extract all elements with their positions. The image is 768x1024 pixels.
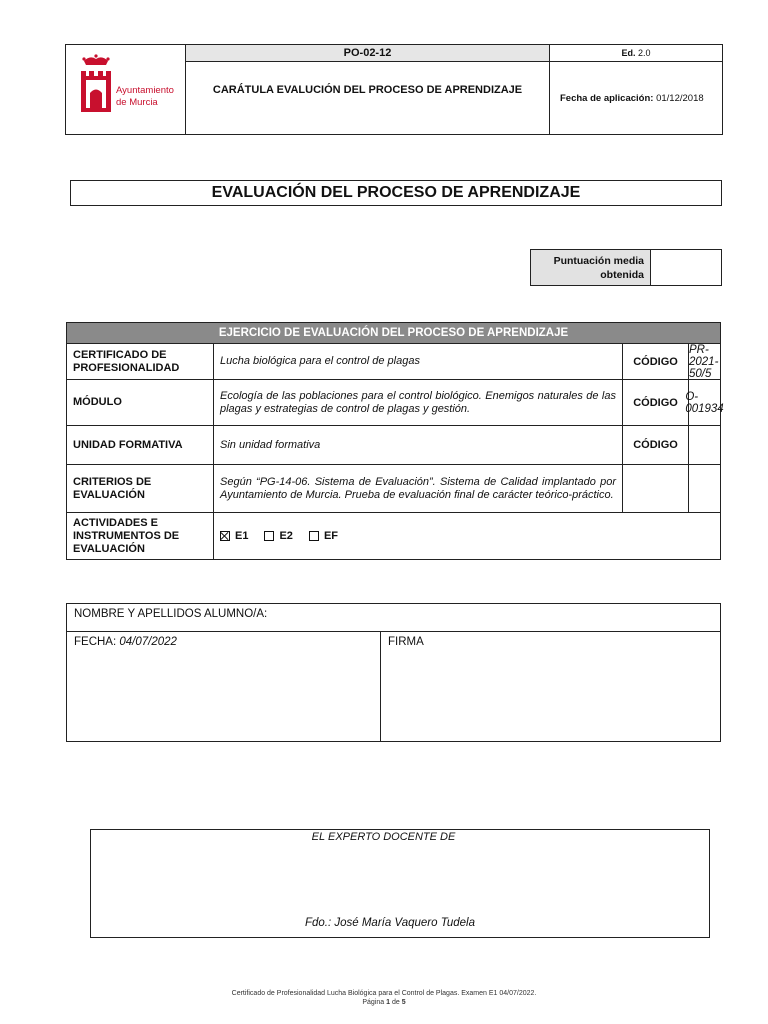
- application-date-value: 01/12/2018: [656, 93, 704, 104]
- page-title: EVALUACIÓN DEL PROCESO DE APRENDIZAJE: [70, 180, 722, 206]
- murcia-castle-logo-icon: [76, 53, 116, 119]
- score-box: [530, 249, 722, 286]
- student-name-label: NOMBRE Y APELLIDOS ALUMNO/A:: [74, 608, 268, 620]
- document-code: PO-02-12: [186, 45, 550, 62]
- document-header: [65, 44, 723, 135]
- score-label: Puntuación media obtenida: [531, 250, 651, 285]
- table-row: [67, 344, 720, 380]
- page-word: Página: [362, 999, 385, 1006]
- logo-line-2: de Murcia: [116, 97, 158, 108]
- expert-signature: Fdo.: José María Vaquero Tudela: [304, 917, 476, 929]
- application-date-label: Fecha de aplicación:: [560, 93, 654, 104]
- exercise-heading: EJERCICIO DE EVALUACIÓN DEL PROCESO DE APRENDIZAJE: [67, 323, 720, 344]
- row-label: CERTIFICADO DE PROFESIONALIDAD: [67, 344, 214, 379]
- date-value: 04/07/2022: [119, 636, 177, 648]
- code-label: CÓDIGO: [623, 426, 689, 464]
- signature-field[interactable]: [381, 632, 720, 741]
- option-label: E2: [279, 529, 293, 542]
- page-of: de: [391, 999, 400, 1006]
- row-label: MÓDULO: [67, 380, 214, 425]
- student-name-field[interactable]: [67, 604, 720, 632]
- code-label: [623, 465, 689, 512]
- student-table: [66, 603, 721, 742]
- page-number: [0, 998, 768, 1007]
- footer-text: Certificado de Profesionalidad Lucha Biológica para el Control de Plagas. Examen E1 04/07/2022.: [231, 990, 537, 997]
- application-date: [550, 62, 722, 134]
- date-label: FECHA:: [74, 636, 117, 648]
- evaluation-options: [214, 513, 722, 559]
- option-label: E1: [235, 529, 249, 542]
- row-label: CRITERIOS DE EVALUACIÓN: [67, 465, 214, 512]
- code-value: PR-2021-50/5: [689, 343, 719, 380]
- code-label: CÓDIGO: [623, 344, 689, 379]
- option-e1[interactable]: [220, 530, 248, 543]
- code-value: [689, 426, 720, 464]
- signature-label: FIRMA: [388, 636, 424, 648]
- code-value: [689, 465, 720, 512]
- edition-label: Ed.: [621, 48, 636, 58]
- expert-title: EL EXPERTO DOCENTE DE: [311, 831, 456, 843]
- table-row: [67, 380, 724, 426]
- score-value[interactable]: [652, 250, 721, 285]
- header-title: CARÁTULA EVALUCIÓN DEL PROCESO DE APRENDIZAJE: [186, 62, 550, 134]
- row-value: Ecología de las poblaciones para el control biológico. Enemigos naturales de las plagas y estrategias de control de plagas y gestión.: [214, 380, 623, 425]
- code-label: CÓDIGO: [623, 380, 689, 425]
- edition: [550, 45, 722, 62]
- logo-cell: [66, 45, 186, 134]
- checkbox-unchecked-icon[interactable]: [264, 531, 274, 541]
- table-row: [67, 513, 720, 559]
- expert-box: [90, 829, 710, 938]
- option-e2[interactable]: [264, 530, 292, 543]
- table-row: [67, 426, 720, 465]
- row-value: Lucha biológica para el control de plagas: [214, 344, 623, 379]
- row-label: UNIDAD FORMATIVA: [67, 426, 214, 464]
- option-ef[interactable]: [309, 530, 338, 543]
- row-label: ACTIVIDADES E INSTRUMENTOS DE EVALUACIÓN: [67, 513, 214, 559]
- option-label: EF: [323, 529, 338, 542]
- row-value: Según “PG-14-06. Sistema de Evaluación”. Sistema de Calidad implantado por Ayuntamiento de Murcia. Prueba de evaluación final de carácter teórico-práctico.: [214, 465, 623, 512]
- code-value: O-001934: [685, 390, 724, 415]
- table-row: [67, 465, 720, 513]
- page-current: 1: [386, 999, 391, 1006]
- page-footer: [0, 989, 768, 1007]
- logo-line-1: Ayuntamiento: [116, 85, 174, 96]
- logo-text: [116, 85, 174, 109]
- checkbox-unchecked-icon[interactable]: [309, 531, 319, 541]
- page-total: 5: [401, 999, 406, 1006]
- edition-value: 2.0: [638, 48, 651, 58]
- exercise-table: [66, 322, 724, 560]
- row-value: Sin unidad formativa: [214, 426, 623, 464]
- checkbox-checked-icon[interactable]: [220, 531, 230, 541]
- date-field[interactable]: [67, 632, 381, 741]
